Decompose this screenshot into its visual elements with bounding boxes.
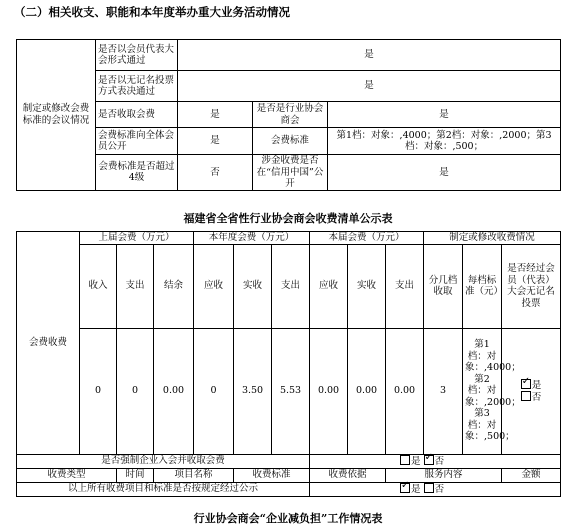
val-balance: 0.00 <box>154 328 194 454</box>
val-expense3: 0.00 <box>386 328 424 454</box>
q-rep-assembly: 是否以会员代表大会形式通过 <box>96 40 178 71</box>
fees-row-label: 会费收费 <box>17 232 80 455</box>
hdr-amount: 金额 <box>502 468 561 482</box>
col-income: 收入 <box>80 244 117 328</box>
fee-std-value: 第1档：对象：,4000；第2档：对象：,2000；第3档：对象：,500； <box>328 128 561 155</box>
forced-yes-checkbox[interactable] <box>400 455 410 465</box>
val-receivable2: 0.00 <box>310 328 348 454</box>
public-no-label: 否 <box>434 483 445 495</box>
public-options <box>310 482 561 496</box>
col-receivable2: 应收 <box>310 244 348 328</box>
q-anonymous: 是否以无记名投票方式表决通过 <box>96 71 178 102</box>
col-tiers: 分几档收取 <box>424 244 463 328</box>
col-expense2: 支出 <box>272 244 310 328</box>
val-received: 3.50 <box>234 328 272 454</box>
hdr-basis: 收费依据 <box>310 468 386 482</box>
voted-yes-option[interactable] <box>504 379 558 392</box>
val-per-tier: 第1档：对象：,4000；第2档：对象：,2000；第3档：对象：,500； <box>463 328 502 454</box>
voted-yes-label: 是 <box>531 379 542 391</box>
voted-no-label: 否 <box>531 392 542 403</box>
col-expense3: 支出 <box>386 244 424 328</box>
hdr-standard: 收费标准 <box>234 468 310 482</box>
val-receivable: 0 <box>194 328 234 454</box>
col-received: 实收 <box>234 244 272 328</box>
q-is-assoc: 是否是行业协会商会 <box>253 102 328 128</box>
a-rep-assembly: 是 <box>178 40 561 71</box>
a-is-assoc: 是 <box>328 102 561 128</box>
col-receivable: 应收 <box>194 244 234 328</box>
forced-no-checkbox[interactable] <box>424 455 434 465</box>
voted-no-checkbox[interactable] <box>521 391 531 401</box>
public-yes-label: 是 <box>411 483 421 495</box>
hdr-time: 时间 <box>117 468 154 482</box>
section-heading-burden: 行业协会商会“企业减负担”工作情况表 <box>193 512 383 525</box>
a-credit: 是 <box>328 155 561 191</box>
val-expense2: 5.53 <box>272 328 310 454</box>
section-heading-fee-list: 福建省全省性行业协会商会收费清单公示表 <box>183 212 393 225</box>
meeting-group-label: 制定或修改会费标准的会议情况 <box>17 40 96 191</box>
public-yes-checkbox[interactable] <box>400 483 410 493</box>
a-anonymous: 是 <box>178 71 561 102</box>
public-label: 以上所有收费项目和标准是否按规定经过公示 <box>17 482 310 496</box>
col-balance: 结余 <box>154 244 194 328</box>
hdr-service: 服务内容 <box>386 468 502 482</box>
q-charges: 是否收取会费 <box>96 102 178 128</box>
a-over4: 否 <box>178 155 253 191</box>
val-tiers: 3 <box>424 328 463 454</box>
q-public: 会费标准向全体会员公开 <box>96 128 178 155</box>
col-expense: 支出 <box>117 244 154 328</box>
forced-options <box>310 454 561 468</box>
q-over4: 会费标准是否超过4级 <box>96 155 178 191</box>
fee-list-table <box>16 231 561 497</box>
forced-yes-label: 是 <box>411 455 421 467</box>
group-this-term: 本届会费（万元） <box>310 232 424 245</box>
group-this-year: 本年度会费（万元） <box>194 232 310 245</box>
section-heading-activities: （二）相关收支、职能和本年度举办重大业务活动情况 <box>14 5 290 19</box>
q-credit: 涉金收费是否在“信用中国”公开 <box>253 155 328 191</box>
col-received2: 实收 <box>348 244 386 328</box>
val-expense: 0 <box>117 328 154 454</box>
group-prev-term: 上届会费（万元） <box>80 232 194 245</box>
a-charges: 是 <box>178 102 253 128</box>
col-voted: 是否经过会员（代表）大会无记名投票 <box>502 244 561 328</box>
forced-label: 是否强制企业入会并收取会费 <box>17 454 310 468</box>
fee-std-label: 会费标准 <box>253 128 328 155</box>
val-received2: 0.00 <box>348 328 386 454</box>
forced-no-label: 否 <box>434 455 445 467</box>
voted-yes-checkbox[interactable] <box>521 379 531 389</box>
fee-meeting-table <box>16 39 561 191</box>
a-public: 是 <box>178 128 253 155</box>
group-set-fee: 制定或修改收费情况 <box>424 232 561 245</box>
hdr-name: 项目名称 <box>154 468 234 482</box>
col-per-tier: 每档标准（元） <box>463 244 502 328</box>
val-income: 0 <box>80 328 117 454</box>
hdr-type: 收费类型 <box>17 468 117 482</box>
public-no-checkbox[interactable] <box>424 483 434 493</box>
